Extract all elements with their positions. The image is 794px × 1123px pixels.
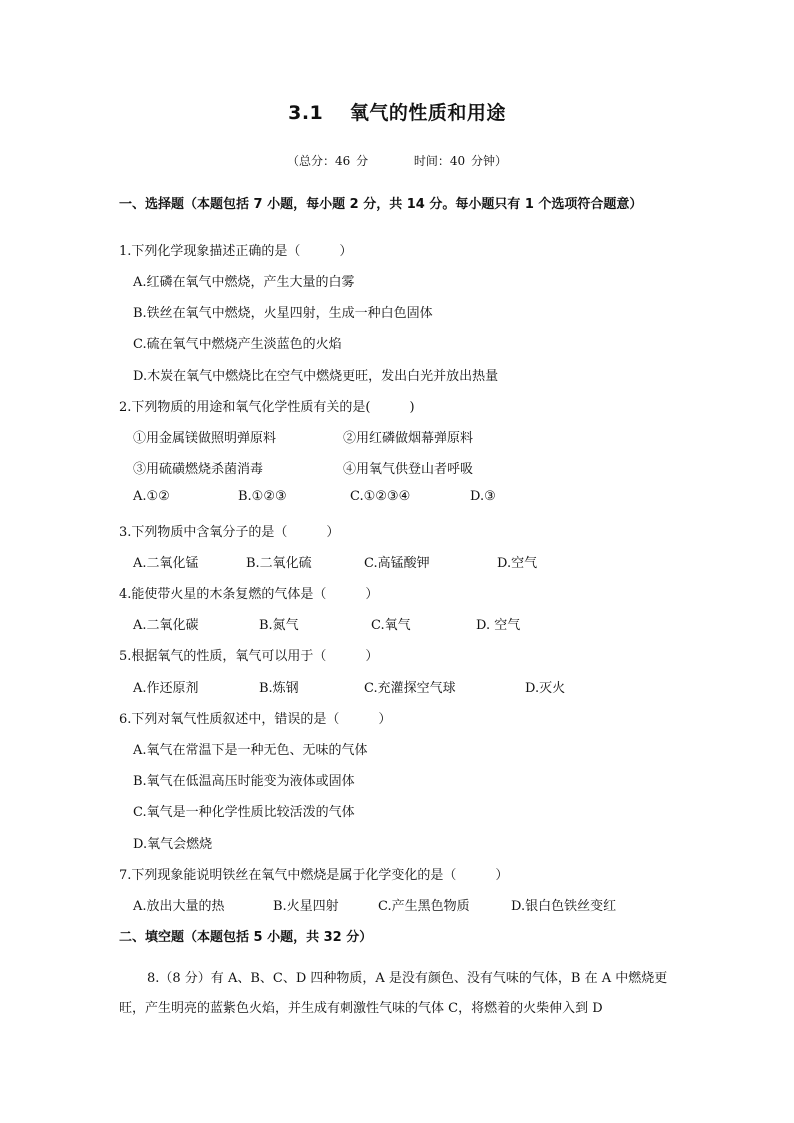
- question-5-option-d: D.灭火: [525, 681, 566, 696]
- question-3-option-d: D.空气: [497, 556, 538, 571]
- question-5-option-b: B.炼钢: [259, 681, 299, 696]
- question-2-item-3: ③用硫磺燃烧杀菌消毒: [133, 462, 264, 477]
- question-4-option-d: D. 空气: [476, 618, 521, 633]
- question-6-option-c: C.氧气是一种化学性质比较活泼的气体: [133, 805, 355, 820]
- question-6-option-d: D.氧气会燃烧: [133, 837, 213, 852]
- question-5-option-a: A.作还原剂: [133, 681, 199, 696]
- question-1-option-a: A.红磷在氧气中燃烧，产生大量的白雾: [133, 275, 355, 290]
- question-6-option-a: A.氧气在常温下是一种无色、无味的气体: [133, 743, 368, 758]
- question-2-option-b: B.①②③: [238, 489, 287, 504]
- question-6-option-b: B.氧气在低温高压时能变为液体或固体: [133, 774, 355, 789]
- question-1-option-b: B.铁丝在氧气中燃烧，火星四射，生成一种白色固体: [133, 306, 433, 321]
- question-7-stem: 7.下列现象能说明铁丝在氧气中燃烧是属于化学变化的是（ ）: [119, 868, 509, 883]
- question-3-option-c: C.高锰酸钾: [364, 556, 430, 571]
- question-2-option-a: A.①②: [133, 489, 170, 504]
- question-4-stem: 4.能使带火星的木条复燃的气体是（ ）: [119, 587, 379, 602]
- question-4-option-b: B.氮气: [259, 618, 299, 633]
- question-2-option-c: C.①②③④: [350, 489, 411, 504]
- question-6-stem: 6.下列对氧气性质叙述中，错误的是（ ）: [119, 712, 392, 727]
- question-4-option-c: C.氧气: [371, 618, 411, 633]
- exam-meta: [0, 152, 794, 169]
- question-3-stem: 3.下列物质中含氧分子的是（ ）: [119, 525, 340, 540]
- question-2-option-d: D.③: [470, 489, 496, 504]
- question-1-option-d: D.木炭在氧气中燃烧比在空气中燃烧更旺，发出白光并放出热量: [133, 369, 499, 384]
- total-score: （总分：46 分: [286, 154, 369, 168]
- question-3-option-a: A.二氧化锰: [133, 556, 199, 571]
- question-2-item-4: ④用氧气供登山者呼吸: [343, 462, 474, 477]
- section-heading-fill: 二、填空题（本题包括 5 小题，共 32 分）: [119, 930, 373, 945]
- question-1-option-c: C.硫在氧气中燃烧产生淡蓝色的火焰: [133, 337, 342, 352]
- question-3-option-b: B.二氧化硫: [246, 556, 312, 571]
- question-7-option-d: D.银白色铁丝变红: [511, 899, 617, 914]
- question-8-text: 8.（8 分）有 A、B、C、D 四种物质，A 是没有颜色、没有气味的气体，B 在 A 中燃烧更旺，产生明亮的蓝紫色火焰，并生成有刺激性气味的气体 C，将燃着的火柴伸入到 D: [119, 971, 668, 1016]
- question-2-item-2: ②用红磷做烟幕弹原料: [343, 431, 474, 446]
- time-limit: 时间：40 分钟）: [413, 154, 507, 168]
- question-4-option-a: A.二氧化碳: [133, 618, 199, 633]
- section-heading-choice: 一、选择题（本题包括 7 小题，每小题 2 分，共 14 分。每小题只有 1 个选项符合题意）: [119, 197, 643, 212]
- question-5-option-c: C.充灌探空气球: [364, 681, 456, 696]
- question-7-option-a: A.放出大量的热: [133, 899, 225, 914]
- question-2-stem: 2.下列物质的用途和氧气化学性质有关的是( ): [119, 400, 415, 415]
- question-2-item-1: ①用金属镁做照明弹原料: [133, 431, 277, 446]
- question-7-option-c: C.产生黑色物质: [378, 899, 470, 914]
- question-1-stem: 1.下列化学现象描述正确的是（ ）: [119, 244, 353, 259]
- question-5-stem: 5.根据氧气的性质，氧气可以用于（ ）: [119, 649, 379, 664]
- page-title: 3.1 氧气的性质和用途: [288, 102, 506, 124]
- question-7-option-b: B.火星四射: [273, 899, 339, 914]
